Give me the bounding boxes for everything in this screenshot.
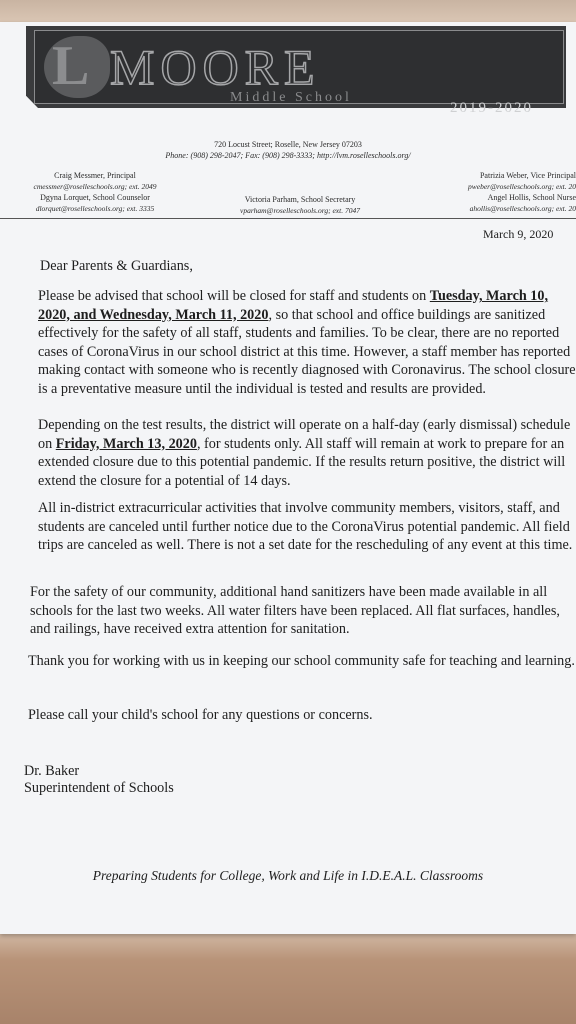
school-motto: Preparing Students for College, Work and Life in I.D.E.A.L. Classrooms [92, 868, 484, 883]
school-subtitle: Middle School [230, 90, 352, 105]
paragraph-sanitation: For the safety of our community, additional hand sanitizers have been made available in all schools for the last two weeks. All water filters have been replaced. All flat surfaces, handles, and railings, have received extra attention for sanitation. [30, 584, 560, 637]
paragraph-closure [38, 287, 576, 398]
paragraph-text: , so that school and office buildings are sanitized effectively for the safety of all staff, students and families. To be clear, there are no reported cases of CoronaVirus in our school district at this time. However, a staff member has reported making contact with someone who is recently diagnosed with Coronavirus. The school closure is a preventative measure until the individual is tested and results are provided. [38, 306, 576, 397]
staff-name: Dgyna Lorquet, School Counselor [40, 193, 150, 202]
staff-vice-principal [406, 170, 576, 192]
staff-counselor [10, 192, 180, 214]
school-name: MOORE [110, 39, 321, 95]
letterhead-divider [0, 218, 576, 219]
half-day-date: Friday, March 13, 2020 [55, 435, 197, 452]
school-contact: Phone: (908) 298-2047; Fax: (908) 298-3333; http://lvm.roselleschools.org/ [165, 151, 411, 160]
staff-email: cmessmer@roselleschools.org; ext. 2049 [33, 182, 157, 191]
staff-email: ahollis@roselleschools.org; ext. 20 [469, 204, 576, 213]
school-address: 720 Locust Street; Roselle, New Jersey 07203 [214, 140, 362, 149]
paragraph-half-day [38, 416, 576, 490]
signer-name: Dr. Baker [24, 763, 80, 779]
letter-salutation: Dear Parents & Guardians, [40, 258, 193, 274]
paragraph-contact: Please call your child's school for any questions or concerns. [28, 707, 373, 723]
staff-name: Victoria Parham, School Secretary [244, 195, 356, 204]
paragraph-thanks: Thank you for working with us in keeping our school community safe for teaching and learning. [28, 653, 575, 669]
closure-dates: Tuesday, March 10, 2020, and Wednesday, March 11, 2020 [38, 288, 549, 323]
staff-principal [20, 170, 170, 192]
signer-title: Superintendent of Schools [24, 780, 174, 796]
staff-name: Patrizia Weber, Vice Principal [479, 171, 576, 180]
staff-email: dlorquet@roselleschools.org; ext. 3335 [35, 204, 155, 213]
paragraph-text: Please be advised that school will be closed for staff and students on [38, 288, 430, 304]
letter-date: March 9, 2020 [483, 227, 554, 241]
staff-secretary [215, 194, 385, 216]
paragraph-text: , for students only. All staff will remain at work to prepare for an extended closure due to this potential pandemic. If the results return positive, the district will extend the closure for a potential of 14 days. [38, 435, 566, 489]
paragraph-activities: All in-district extracurricular activities that involve community members, visitors, staff, and students are canceled until further notice due to the CoronaVirus potential pandemic. All field trips are canceled as well. There is not a set date for the rescheduling of any event at this time. [38, 500, 573, 553]
school-year: 2019-2020 [450, 100, 533, 116]
paragraph-text: Depending on the test results, the district will operate on a half-day (early dismissal) schedule on [38, 417, 571, 452]
staff-name: Angel Hollis, School Nurse [487, 193, 576, 202]
staff-email: pweber@roselleschools.org; ext. 20 [468, 182, 576, 191]
staff-nurse [406, 192, 576, 214]
staff-name: Craig Messmer, Principal [54, 171, 136, 180]
school-logo-letter: L [52, 35, 90, 97]
staff-email: vparham@roselleschools.org; ext. 7047 [240, 206, 360, 215]
